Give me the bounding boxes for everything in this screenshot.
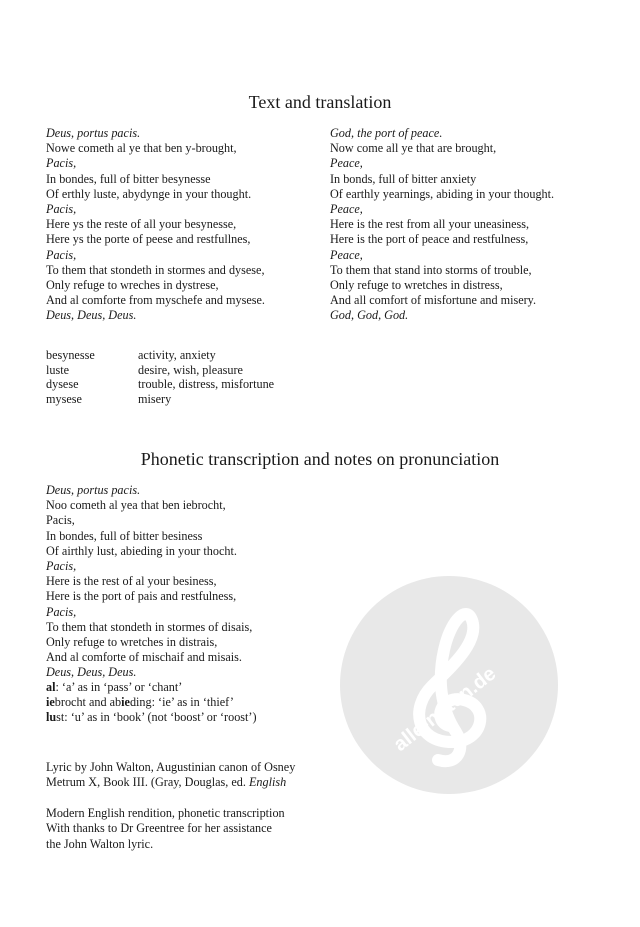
original-line: Of erthly luste, abydynge in your thought. (46, 186, 252, 201)
original-line: Deus, portus pacis. (46, 126, 141, 140)
original-line: Pacis, (46, 202, 77, 217)
phonetic-line: Pacis, (46, 559, 77, 574)
note-line: iebrocht and abieding: ‘ie’ as in ‘thief’ (46, 695, 234, 710)
credit-line-4: With thanks to Dr Greentree for her assistance (46, 821, 272, 836)
glossary-row (46, 392, 274, 407)
glossary-word: luste (46, 362, 70, 377)
glossary-word: mysese (46, 391, 82, 406)
phonetic-line: Pacis, (46, 604, 77, 619)
translation-text (330, 126, 554, 324)
glossary-word: besynesse (46, 348, 95, 362)
glossary-meaning: trouble, distress, misfortune (138, 377, 275, 392)
original-line: And al comforte from myschefe and mysese. (46, 293, 265, 308)
credit-line-1: Lyric by John Walton, Augustinian canon of Osney (46, 760, 296, 774)
original-line: Pacis, (46, 156, 77, 171)
phonetic-line: Deus, portus pacis. (46, 483, 141, 497)
translation-line: Of earthly yearnings, abiding in your thought. (330, 186, 555, 201)
glossary-row (46, 363, 274, 378)
original-line: In bondes, full of bitter besynesse (46, 171, 211, 186)
phonetic-line: Deus, Deus, Deus. (46, 665, 137, 680)
phonetic-line: In bondes, full of bitter besiness (46, 528, 203, 543)
credit-line-5: the John Walton lyric. (46, 836, 154, 851)
original-line: Nowe cometh al ye that ben y-brought, (46, 141, 237, 156)
original-line: Here ys the porte of peese and restfullnes, (46, 232, 251, 247)
phonetic-text (46, 483, 252, 681)
heading-phonetic: Phonetic transcription and notes on pronunciation (140, 449, 500, 469)
translation-line: Peace, (330, 247, 363, 262)
credit-line-3: Modern English rendition, phonetic transcription (46, 805, 285, 820)
translation-line: And all comfort of misfortune and misery. (330, 293, 537, 308)
phonetic-line: Noo cometh al yea that ben iebrocht, (46, 498, 226, 513)
phonetic-line: Only refuge to wretches in distrais, (46, 635, 218, 650)
note-line: al: ‘a’ as in ‘pass’ or ‘chant’ (46, 680, 183, 694)
glossary-meaning: desire, wish, pleasure (138, 362, 243, 377)
original-line: Pacis, (46, 247, 77, 262)
original-line: Deus, Deus, Deus. (46, 308, 137, 323)
phonetic-line: Here is the rest of al your besiness, (46, 574, 217, 589)
original-line: Here ys the reste of all your besynesse, (46, 217, 237, 232)
translation-line: Here is the port of peace and restfulness, (330, 232, 529, 247)
watermark-text: alle-noten.de (389, 662, 501, 756)
note-line: lust: ‘u’ as in ‘book’ (not ‘boost’ or ‘roost’) (46, 710, 257, 725)
pronunciation-notes (46, 680, 257, 726)
original-line: To them that stondeth in stormes and dysese, (46, 262, 265, 277)
translation-line: To them that stand into storms of trouble, (330, 262, 532, 277)
credits (46, 760, 308, 852)
translation-line: Now come all ye that are brought, (330, 141, 497, 156)
phonetic-line: Pacis, (46, 513, 75, 528)
glossary-row (46, 377, 274, 392)
glossary-word: dysese (46, 377, 79, 392)
phonetic-line: To them that stondeth in stormes of disais, (46, 619, 253, 634)
translation-line: Peace, (330, 156, 363, 171)
translation-line: Here is the rest from all your uneasiness, (330, 217, 530, 232)
heading-text-translation: Text and translation (248, 92, 392, 112)
original-text (46, 126, 265, 324)
glossary (46, 348, 274, 406)
translation-line: Peace, (330, 202, 363, 217)
translation-line: God, the port of peace. (330, 126, 443, 140)
translation-line: In bonds, full of bitter anxiety (330, 171, 477, 186)
phonetic-line: Of airthly lust, abieding in your thocht. (46, 543, 237, 558)
translation-line: Only refuge to wretches in distress, (330, 278, 503, 293)
glossary-meaning: activity, anxiety (138, 348, 216, 362)
credit-line-2: Metrum X, Book III. (Gray, Douglas, ed. English (46, 775, 287, 790)
original-line: Only refuge to wreches in dystrese, (46, 278, 219, 293)
glossary-meaning: misery (138, 391, 172, 406)
glossary-row (46, 348, 274, 363)
phonetic-line: And al comforte of mischaif and misais. (46, 650, 242, 665)
phonetic-line: Here is the port of pais and restfulness, (46, 589, 237, 604)
translation-line: God, God, God. (330, 308, 409, 323)
watermark-logo (340, 576, 558, 794)
